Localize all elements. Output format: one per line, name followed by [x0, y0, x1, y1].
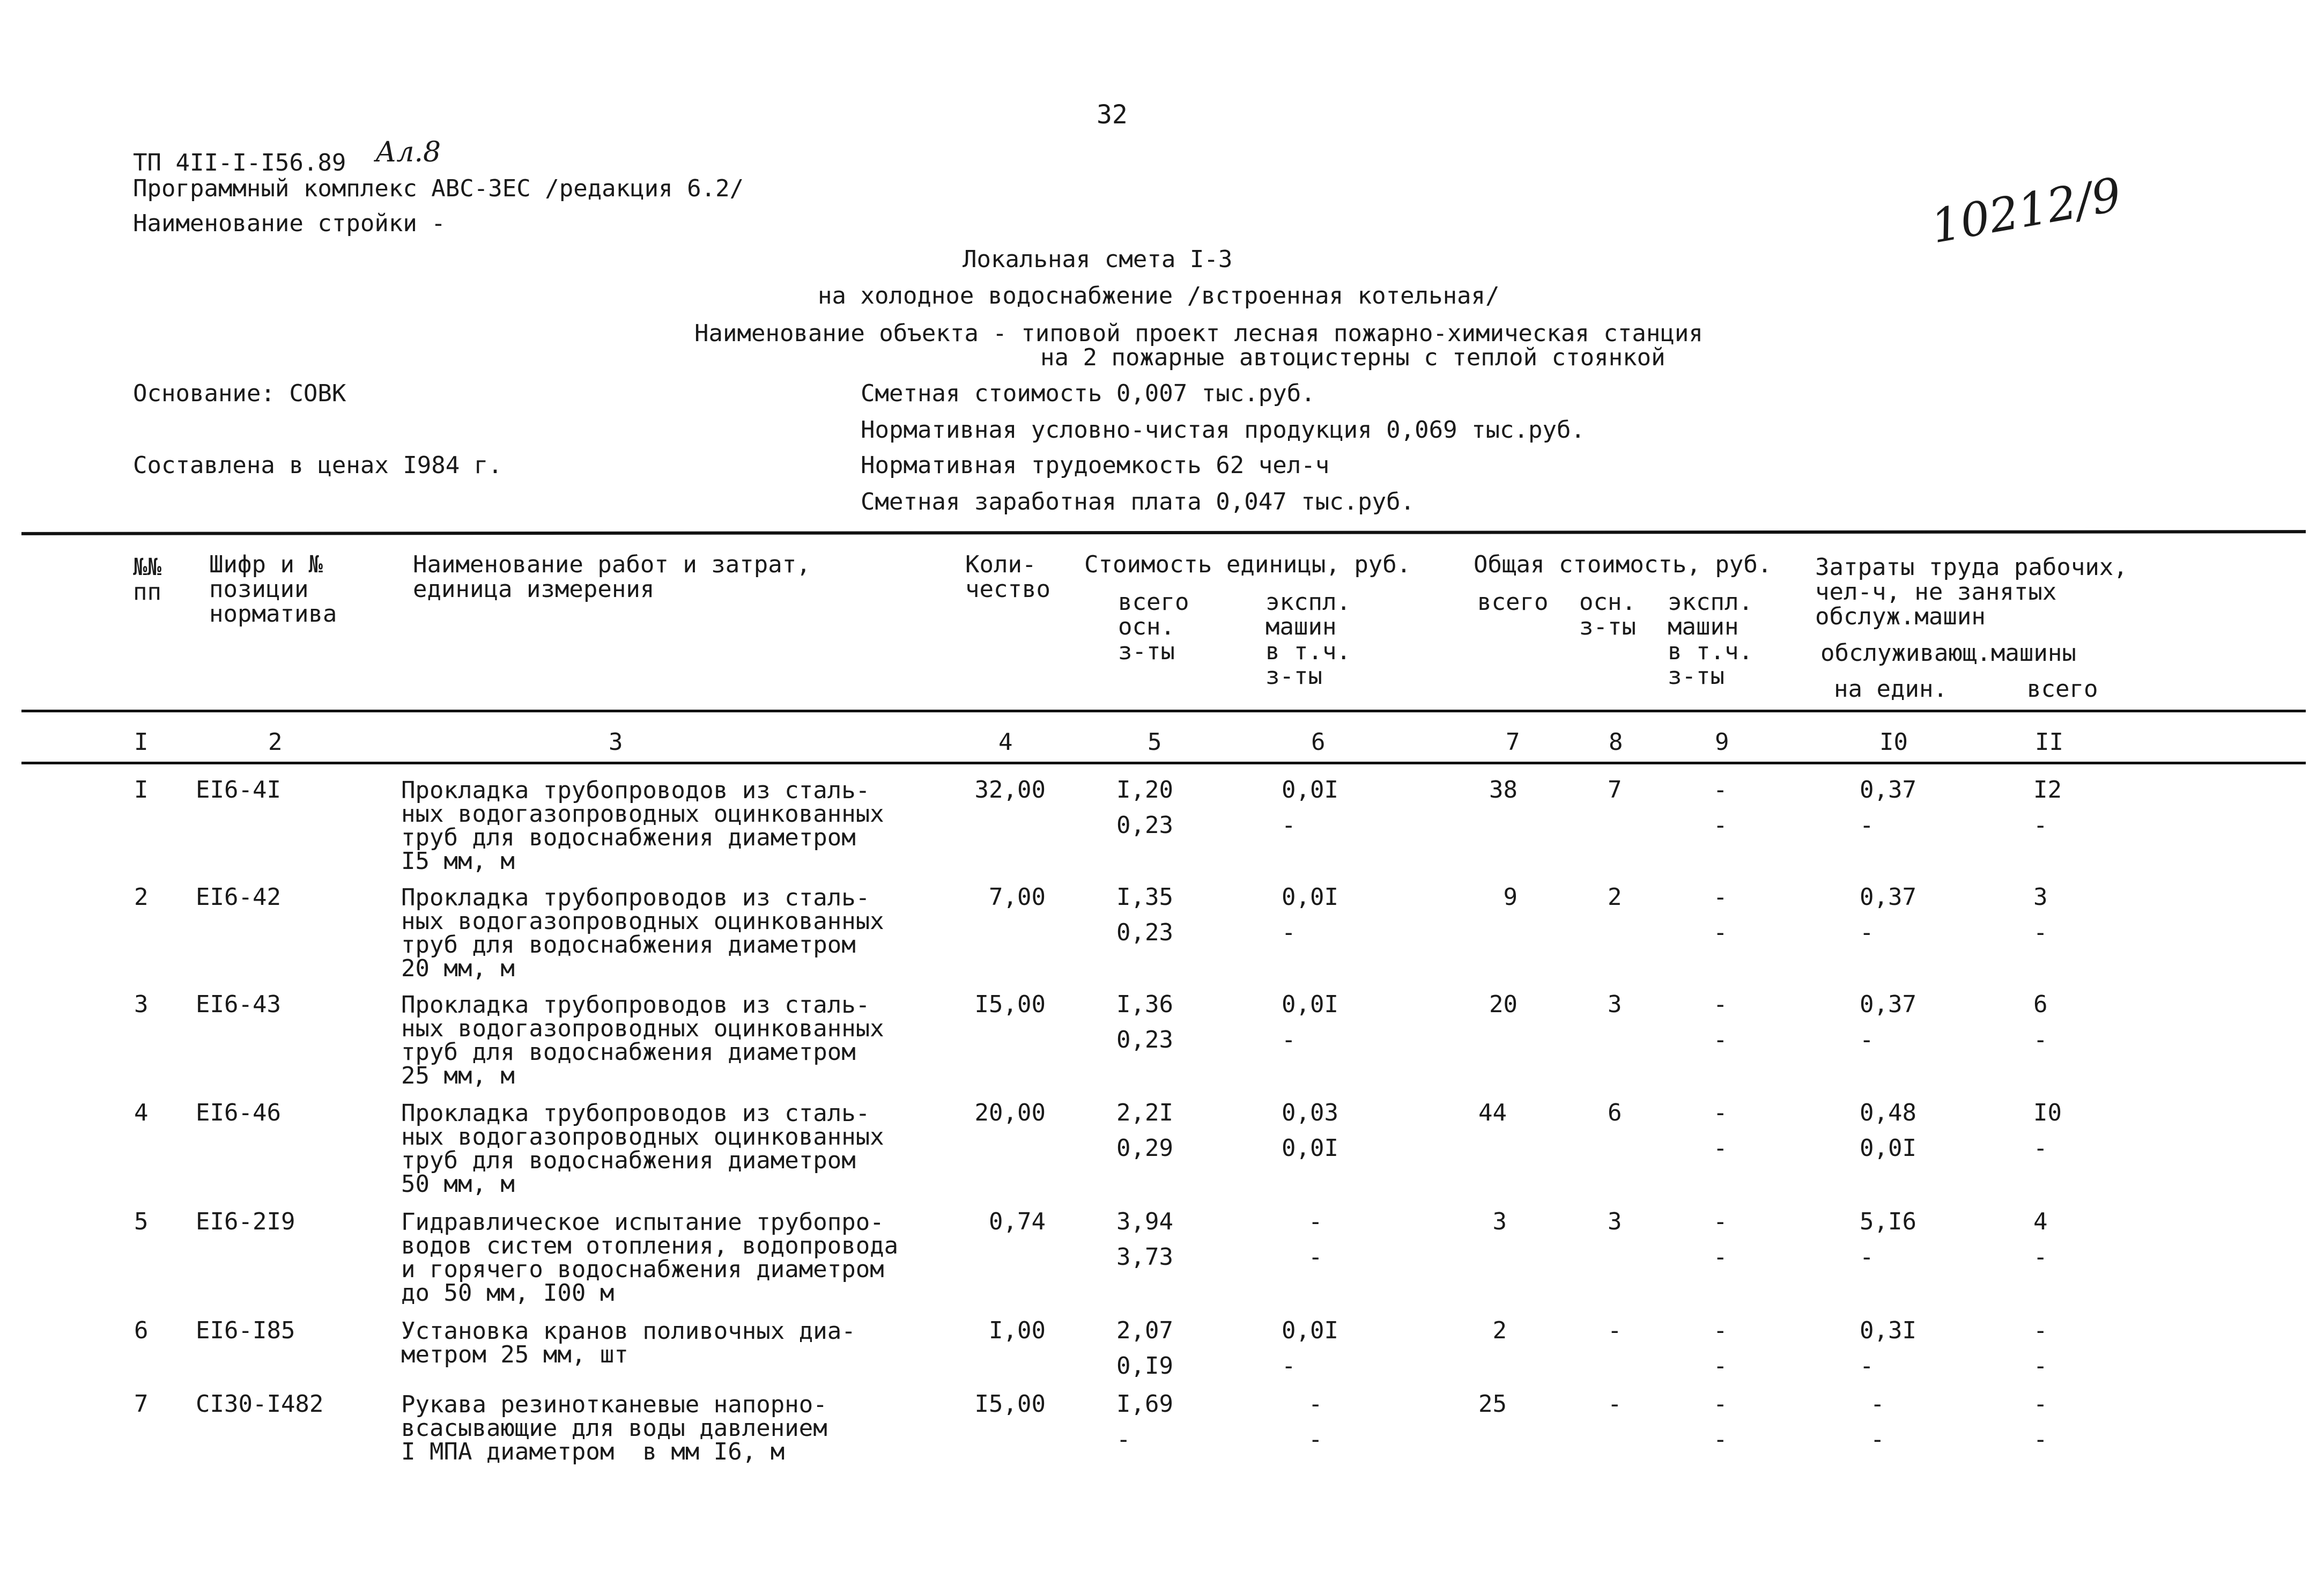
column-number: I: [134, 728, 149, 756]
table-row-code: EI6-I85: [196, 1317, 295, 1344]
table-row-total-base: 7: [1608, 776, 1622, 804]
table-row-labor-unit: 0,37 -: [1860, 776, 1916, 839]
table-row-unit-cost: I,35 0,23: [1116, 883, 1173, 946]
table-row-unit-mach: 0,0I -: [1282, 883, 1338, 946]
summary-wages: Сметная заработная плата 0,047 тыс.руб.: [861, 488, 1415, 515]
header-labor-total: всего: [2027, 675, 2098, 703]
header-num: №№ пп: [133, 554, 161, 606]
table-row-total: 44: [1478, 1099, 1507, 1126]
header-bottom-rule: [21, 710, 2306, 712]
doc-code: ТП 4II-I-I56.89: [133, 149, 346, 176]
table-row-labor-unit: 0,3I -: [1860, 1317, 1916, 1380]
header-total-mach: экспл. машин в т.ч. з-ты: [1668, 588, 1753, 690]
table-row-total: 38: [1489, 776, 1518, 804]
table-row-unit-cost: 2,07 0,I9: [1116, 1317, 1173, 1380]
table-row-total-base: 3: [1608, 991, 1622, 1018]
column-number: 8: [1609, 728, 1623, 756]
table-row-total-mach: - -: [1713, 1099, 1728, 1162]
table-row-unit-mach: 0,0I -: [1282, 991, 1338, 1053]
table-row-description: Прокладка трубопроводов из сталь- ных водогазопроводных оцинкованных труб для водоснабжения диаметром I5 мм, м: [401, 777, 884, 875]
table-row-number: 2: [134, 883, 149, 911]
table-row-number: 3: [134, 991, 149, 1018]
table-row-quantity: I,00: [989, 1317, 1046, 1344]
table-row-total-mach: - -: [1713, 1317, 1728, 1380]
table-row-code: EI6-42: [196, 883, 281, 911]
column-number: 7: [1506, 728, 1520, 756]
table-row-description: Гидравлическое испытание трубопро- водов систем отопления, водопровода и горячего водоснабжения диаметром до 50 мм, I00 м: [401, 1208, 899, 1307]
table-row-code: EI6-43: [196, 991, 281, 1018]
table-row-labor-unit: - -: [1870, 1390, 1885, 1453]
table-row-total-mach: - -: [1713, 1208, 1728, 1271]
construction-name: Наименование стройки -: [133, 210, 446, 237]
table-row-unit-mach: 0,0I -: [1282, 1317, 1338, 1380]
table-row-labor-unit: 0,37 -: [1860, 883, 1916, 946]
basis: Основание: СОВК: [133, 380, 346, 407]
column-number: 4: [998, 728, 1013, 756]
program-name: Программный комплекс АВС-3ЕС /редакция 6.2/: [133, 175, 744, 202]
header-unit-cost: Стоимость единицы, руб.: [1084, 551, 1411, 578]
table-row-unit-cost: 2,2I 0,29: [1116, 1099, 1173, 1162]
table-top-rule: [21, 530, 2306, 535]
table-row-labor-total: 6 -: [2033, 991, 2048, 1053]
table-row-total: 2: [1492, 1317, 1507, 1344]
table-row-labor-total: 3 -: [2033, 883, 2048, 946]
header-labor: Затраты труда рабочих, чел-ч, не занятых обслуж.машин: [1815, 554, 2128, 630]
prices-year: Составлена в ценах I984 г.: [133, 452, 502, 479]
table-row-description: Прокладка трубопроводов из сталь- ных водогазопроводных оцинкованных труб для водоснабжения диаметром 50 мм, м: [401, 1100, 884, 1198]
table-row-description: Прокладка трубопроводов из сталь- ных водогазопроводных оцинкованных труб для водоснабжения диаметром 25 мм, м: [401, 991, 884, 1089]
table-row-unit-cost: 3,94 3,73: [1116, 1208, 1173, 1271]
table-row-labor-total: - -: [2033, 1390, 2048, 1453]
estimate-title: Локальная смета I-3: [963, 246, 1233, 273]
table-row-labor-unit: 0,37 -: [1860, 991, 1916, 1053]
table-row-quantity: I5,00: [974, 991, 1046, 1018]
header-labor-sub: обслуживающ.машины: [1820, 639, 2076, 667]
object-name-cont: на 2 пожарные автоцистерны с теплой стоянкой: [1040, 344, 1666, 371]
table-row-unit-cost: I,20 0,23: [1116, 776, 1173, 839]
page-number: 32: [1097, 100, 1128, 130]
table-row-total: 3: [1492, 1208, 1507, 1235]
table-row-description: Прокладка трубопроводов из сталь- ных водогазопроводных оцинкованных труб для водоснабжения диаметром 20 мм, м: [401, 884, 884, 982]
header-unit-mach: экспл. машин в т.ч. з-ты: [1265, 588, 1351, 690]
table-row-unit-mach: - -: [1308, 1390, 1323, 1453]
table-row-quantity: 32,00: [974, 776, 1046, 804]
column-numbers-rule: [21, 762, 2306, 764]
header-qty: Коли- чество: [965, 551, 1050, 603]
header-total-cost: Общая стоимость, руб.: [1474, 551, 1772, 578]
table-row-labor-total: 4 -: [2033, 1208, 2048, 1271]
table-row-total-mach: - -: [1713, 1390, 1728, 1453]
table-row-quantity: 0,74: [989, 1208, 1046, 1235]
table-row-labor-unit: 0,48 0,0I: [1860, 1099, 1916, 1162]
column-number: 5: [1148, 728, 1162, 756]
table-row-unit-mach: - -: [1308, 1208, 1323, 1271]
album-note: Ал.8: [375, 136, 441, 168]
table-row-unit-cost: I,36 0,23: [1116, 991, 1173, 1053]
table-row-number: I: [134, 776, 149, 804]
summary-production: Нормативная условно-чистая продукция 0,069 тыс.руб.: [861, 416, 1586, 444]
table-row-quantity: I5,00: [974, 1390, 1046, 1418]
header-total-all: всего: [1477, 588, 1549, 616]
table-row-quantity: 7,00: [989, 883, 1046, 911]
summary-cost: Сметная стоимость 0,007 тыс.руб.: [861, 380, 1315, 407]
estimate-subject: на холодное водоснабжение /встроенная котельная/: [818, 282, 1500, 309]
column-number: 3: [609, 728, 623, 756]
table-row-total-base: 2: [1608, 883, 1622, 911]
table-row-number: 5: [134, 1208, 149, 1235]
header-name: Наименование работ и затрат, единица измерения: [413, 551, 811, 603]
column-number: II: [2035, 728, 2063, 756]
column-number: 6: [1311, 728, 1326, 756]
table-row-total: 25: [1478, 1390, 1507, 1418]
header-unit-total: всего осн. з-ты: [1118, 588, 1189, 665]
table-row-total-mach: - -: [1713, 776, 1728, 839]
stamp-number: 10212/9: [1927, 167, 2126, 254]
table-row-total-base: -: [1608, 1317, 1622, 1344]
table-row-total-base: 6: [1608, 1099, 1622, 1126]
column-number: 9: [1715, 728, 1729, 756]
table-row-total-mach: - -: [1713, 991, 1728, 1053]
header-code: Шифр и № позиции норматива: [209, 551, 337, 628]
table-row-unit-mach: 0,0I -: [1282, 776, 1338, 839]
column-number: 2: [268, 728, 283, 756]
object-name: Наименование объекта - типовой проект лесная пожарно-химическая станция: [694, 320, 1703, 347]
table-row-unit-mach: 0,03 0,0I: [1282, 1099, 1338, 1162]
table-row-total-base: -: [1608, 1390, 1622, 1418]
table-row-number: 6: [134, 1317, 149, 1344]
table-row-labor-unit: 5,I6 -: [1860, 1208, 1916, 1271]
table-row-total: 9: [1503, 883, 1518, 911]
table-row-description: Рукава резинотканевые напорно- всасывающие для воды давлением I МПА диаметром в мм I6, м: [401, 1391, 827, 1465]
table-row-code: EI6-46: [196, 1099, 281, 1126]
table-row-code: EI6-4I: [196, 776, 281, 804]
table-row-quantity: 20,00: [974, 1099, 1046, 1126]
table-row-total-base: 3: [1608, 1208, 1622, 1235]
table-row-number: 4: [134, 1099, 149, 1126]
header-per-unit: на един.: [1834, 675, 1948, 703]
table-row-code: EI6-2I9: [196, 1208, 295, 1235]
table-row-labor-total: I0 -: [2033, 1099, 2062, 1162]
table-row-unit-cost: I,69 -: [1116, 1390, 1173, 1453]
table-row-total: 20: [1489, 991, 1518, 1018]
column-number: I0: [1879, 728, 1908, 756]
table-row-description: Установка кранов поливочных диа- метром 25 мм, шт: [401, 1317, 856, 1368]
table-row-code: CI30-I482: [196, 1390, 324, 1418]
summary-labor: Нормативная трудоемкость 62 чел-ч: [861, 452, 1330, 479]
table-row-labor-total: - -: [2033, 1317, 2048, 1380]
table-row-number: 7: [134, 1390, 149, 1418]
header-total-base: осн. з-ты: [1579, 588, 1636, 640]
table-row-total-mach: - -: [1713, 883, 1728, 946]
table-row-labor-total: I2 -: [2033, 776, 2062, 839]
